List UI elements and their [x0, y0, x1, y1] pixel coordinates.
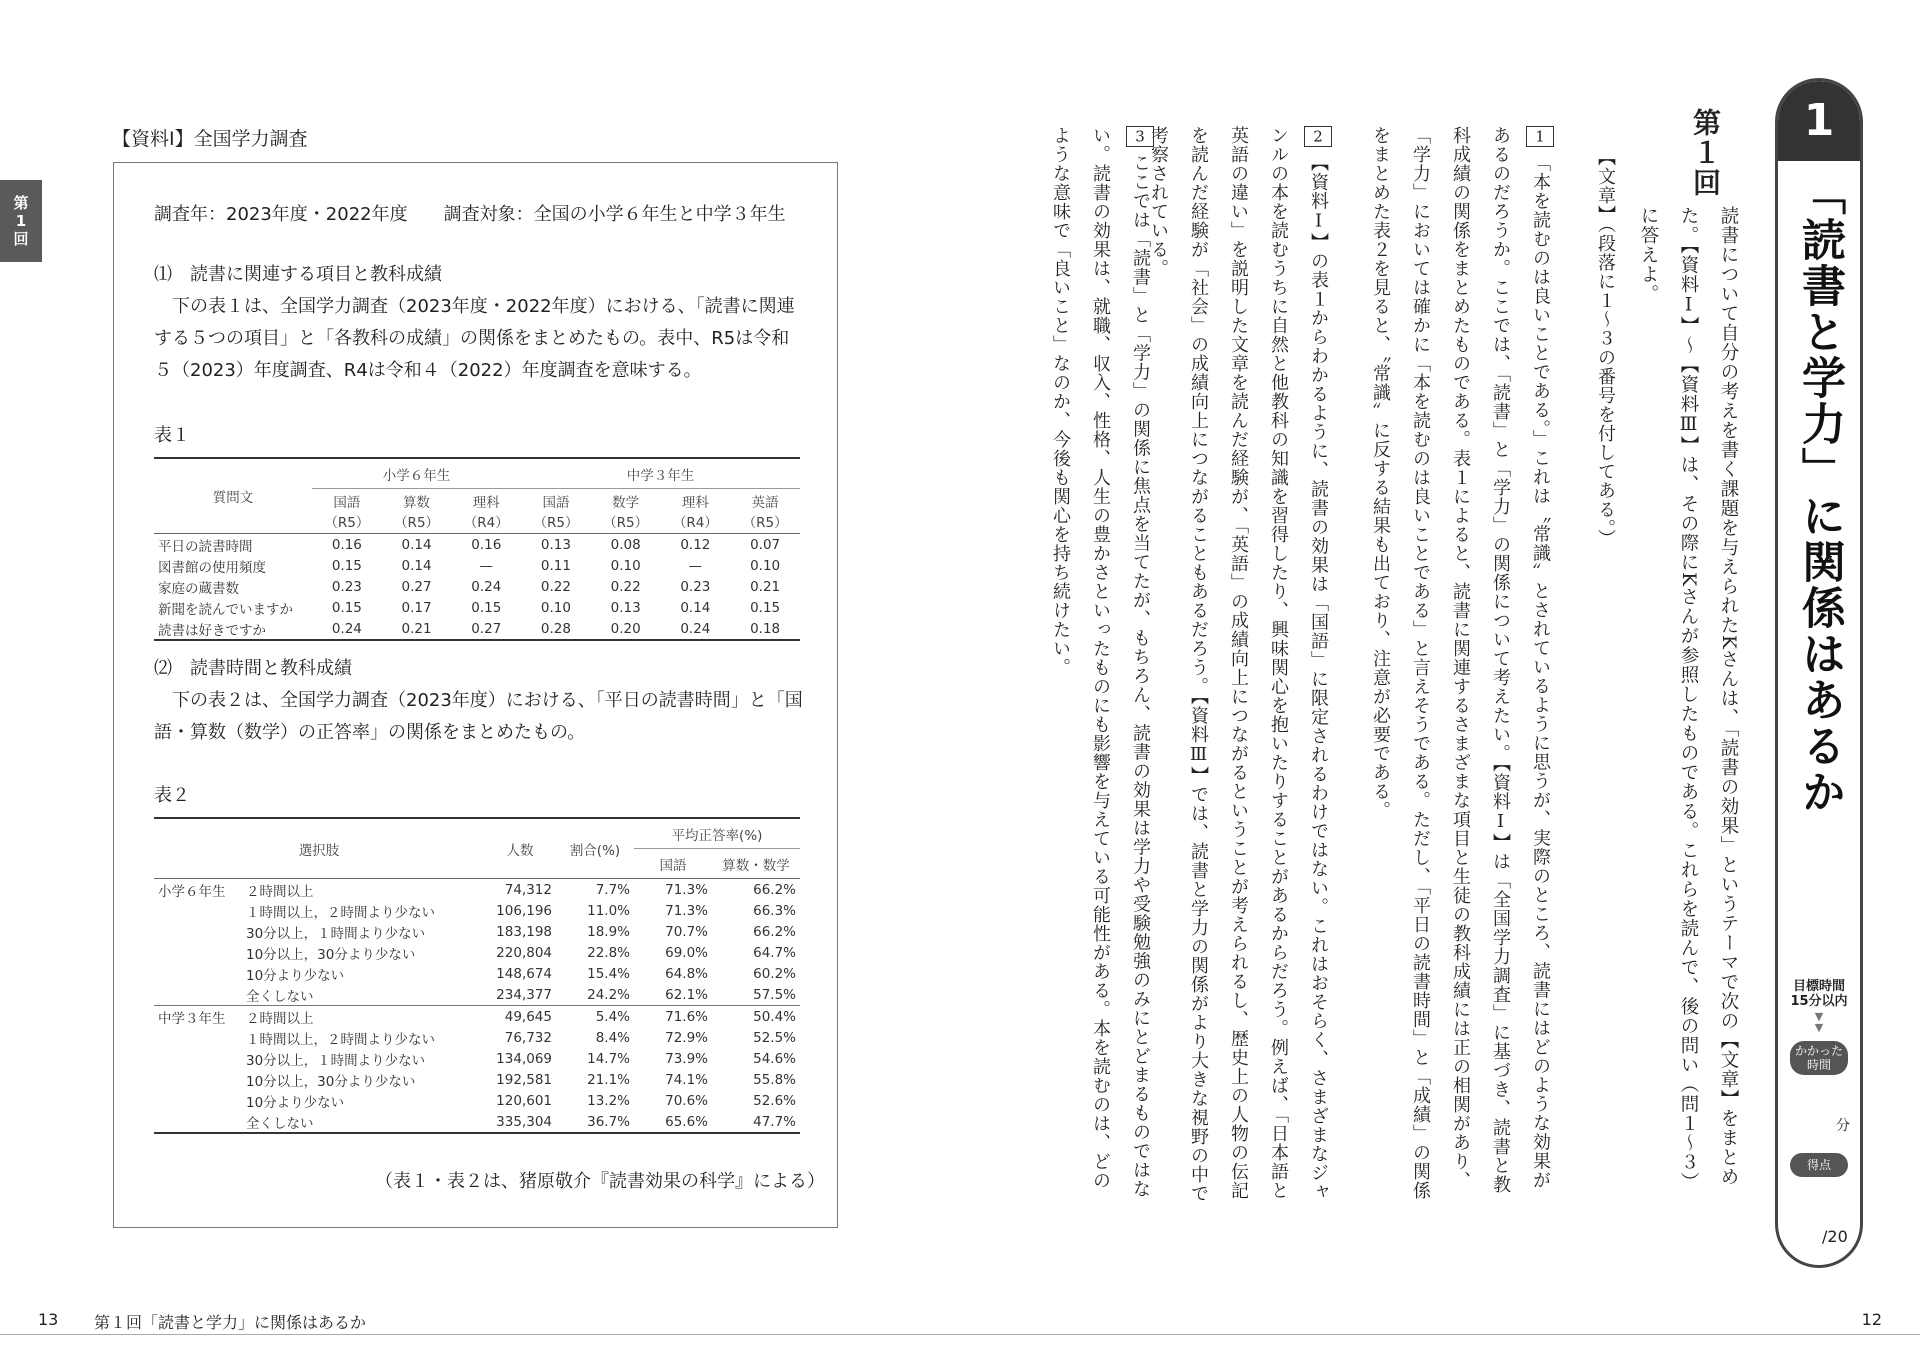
paragraph-number-box: 1 [1526, 126, 1554, 147]
table-cell: 234,377 [496, 986, 552, 1003]
table-cell: 0.07 [750, 536, 781, 553]
table-2-kokugo-header: 国語 [634, 849, 712, 879]
table-2-body [154, 879, 800, 1134]
paragraph-number-box: 3 [1126, 126, 1154, 147]
table-cell: 65.6% [634, 1111, 712, 1133]
table-cell: 64.8% [665, 965, 708, 982]
table-1-caption: 表１ [154, 425, 190, 446]
bunsho-note: 【文章】（段落に１〜３の番号を付してある。） [1595, 148, 1616, 548]
table-1-col-header: 英語（R5） [730, 489, 800, 534]
chapter-tab-char: 1 [15, 212, 27, 230]
table-2-avg-header: 平均正答率(%) [634, 818, 800, 849]
table-cell: 0.23 [680, 578, 711, 595]
table-cell: 0.27 [401, 578, 432, 595]
section-1-title: ⑴ 読書に関連する項目と教科成績 [154, 264, 442, 285]
table-cell: 148,674 [496, 965, 552, 982]
section-2-title: ⑵ 読書時間と教科成績 [154, 658, 352, 679]
side-panel [1775, 78, 1863, 1268]
table-cell: 66.3% [753, 902, 796, 919]
table-cell: 0.24 [661, 618, 731, 640]
choice-cell: 全くしない [242, 1111, 484, 1133]
table-cell: 0.15 [750, 599, 781, 616]
table-cell: 24.2% [587, 986, 630, 1003]
table-cell: 62.1% [665, 986, 708, 1003]
table-cell: 73.9% [665, 1050, 708, 1067]
table-cell: 5.4% [556, 1006, 634, 1028]
table-cell: 0.14 [401, 557, 432, 574]
table-cell: 8.4% [595, 1029, 630, 1046]
table-cell: 21.1% [587, 1071, 630, 1088]
table-cell: 64.7% [753, 944, 796, 961]
side-panel-title: 「読書と学力」に関係はあるか [1794, 171, 1845, 815]
paragraph-3 [1050, 126, 1160, 1206]
paragraph-1 [1330, 126, 1560, 1206]
right-page-number: 12 [1861, 1310, 1882, 1329]
table-row [154, 1090, 800, 1111]
table-cell: 0.10 [540, 599, 571, 616]
table-row [154, 597, 800, 618]
choice-cell: ２時間以上 [246, 883, 314, 900]
material-heading: 【資料Ⅰ】全国学力調査 [112, 128, 308, 150]
table-cell: 0.13 [610, 599, 641, 616]
table-cell: 69.0% [665, 944, 708, 961]
group-label [154, 1069, 242, 1090]
table-cell: 36.7% [556, 1111, 634, 1133]
group-label [154, 900, 242, 921]
table-cell: 335,304 [484, 1111, 556, 1133]
table-cell: 134,069 [496, 1050, 552, 1067]
table-cell: 0.08 [610, 536, 641, 553]
table-cell: 52.5% [753, 1029, 796, 1046]
table-cell: 55.8% [753, 1071, 796, 1088]
table-cell: 0.18 [730, 618, 800, 640]
group-label: 中学３年生 [154, 1006, 242, 1028]
target-time: 目標時間 15分以内 [1790, 979, 1848, 1009]
table-cell: 74,312 [504, 881, 552, 898]
table-cell: 54.6% [753, 1050, 796, 1067]
side-panel-number: 1 [1778, 81, 1860, 161]
table-cell: 74.1% [665, 1071, 708, 1088]
table-cell: 72.9% [665, 1029, 708, 1046]
table-cell: 220,804 [496, 944, 552, 961]
group-label [154, 942, 242, 963]
table-cell: 71.6% [634, 1006, 712, 1028]
row-label: 平日の読書時間 [158, 538, 253, 555]
table-cell: 0.14 [680, 599, 711, 616]
minute-label: 分 [1836, 1118, 1850, 1134]
choice-cell: 10分以上，30分より少ない [246, 1073, 416, 1090]
down-arrows-icon: ▼ ▼ [1814, 1010, 1824, 1034]
table-cell: 0.24 [471, 578, 502, 595]
paragraph-2 [1148, 126, 1338, 1206]
choice-cell: ２時間以上 [242, 1006, 484, 1028]
table-cell: 0.13 [540, 536, 571, 553]
table-cell: — [479, 557, 493, 574]
choice-cell: 10分より少ない [246, 1094, 345, 1111]
chapter-tab-char: 第 [13, 194, 29, 212]
table-row [154, 963, 800, 984]
table-cell: 49,645 [484, 1006, 556, 1028]
table-1-col-header: 国語（R5） [521, 489, 591, 534]
section-2-description: 下の表２は、全国学力調査（2023年度）における、「平日の読書時間」と「国語・算数（数学）の正答率」の関係をまとめたもの。 [154, 690, 803, 743]
table-cell: 0.28 [521, 618, 591, 640]
choice-cell: 10分以上，30分より少ない [246, 946, 416, 963]
group-label [154, 1027, 242, 1048]
table-cell: 71.3% [665, 881, 708, 898]
source-note: （表１・表２は、猪原敬介『読書効果の科学』による） [375, 1171, 825, 1192]
table-cell: 0.15 [471, 599, 502, 616]
table-row [154, 879, 800, 901]
table-cell: 66.2% [753, 881, 796, 898]
table-row [154, 1069, 800, 1090]
section-1-description: 下の表１は、全国学力調査（2023年度・2022年度）における、「読書に関連する５つの項目」と「各教科の成績」の関係をまとめたもの。表中、R5は令和５（2023）年度調査、R4は令和４（2022）年度調査を意味する。 [154, 296, 795, 381]
table-cell: 76,732 [504, 1029, 552, 1046]
table-cell: 0.10 [610, 557, 641, 574]
table-1-col-header: 国語（R5） [312, 489, 382, 534]
paragraph-text: 「本を読むのは良いことである。」これは〝常識〟とされているように思うが、実際のところ、読書にはどのような効果があるのだろうか。ここでは、「読書」と「学力」の関係について考えたい。【資料Ⅰ】は「全国学力調査」に基づき、読書と教科成績の関係をまとめたものである。表１によると、読書に関連するさまざまな項目と生徒の教科成績には正の相関があり、「学力」においては確かに「本を読むのは良いことである」と言えそうである。ただし、「平日の読書時間」と「成績」の関係をまとめた表２を見ると、〝常識〟に反する結果も出ており、注意が必要である。 [1370, 126, 1551, 1200]
table-cell: 13.2% [587, 1092, 630, 1109]
table-row [154, 942, 800, 963]
choice-cell: 10分より少ない [246, 967, 345, 984]
table-row [154, 1006, 800, 1028]
table-cell: 0.15 [331, 557, 362, 574]
table-2-ratio-header: 割合(%) [556, 818, 634, 879]
table-cell: 0.14 [401, 536, 432, 553]
table-row [154, 534, 800, 556]
row-label: 読書は好きですか [154, 618, 312, 640]
table-cell: 0.15 [331, 599, 362, 616]
table-1 [154, 457, 800, 641]
table-2 [154, 817, 800, 1134]
row-label: 図書館の使用頻度 [158, 559, 266, 576]
table-cell: 18.9% [587, 923, 630, 940]
table-cell: 66.2% [753, 923, 796, 940]
left-page-number: 13 [38, 1310, 59, 1329]
round-title: 第１回 [1689, 108, 1722, 198]
left-footer-title: 第１回「読書と学力」に関係はあるか [94, 1313, 367, 1332]
table-cell: 57.5% [753, 986, 796, 1003]
table-row [154, 921, 800, 942]
score-badge: 得点 [1790, 1153, 1848, 1177]
chapter-tab [0, 180, 42, 262]
table-cell: 0.20 [591, 618, 661, 640]
table-1-col-header: 算数（R5） [382, 489, 452, 534]
table-cell: 106,196 [496, 902, 552, 919]
table-row [154, 1027, 800, 1048]
group-label [154, 963, 242, 984]
table-row [154, 1048, 800, 1069]
table-cell: 71.3% [665, 902, 708, 919]
paragraph-text: ここでは「読書」と「学力」の関係に焦点を当てたが、もちろん、読書の効果は学力や受験勉強のみにとどまるものではない。読書の効果は、就職、収入、性格、人生の豊かさといったものにも影響を与えている可能性がある。本を読むのは、どのような意味で「良いこと」なのか、今後も関心を持ち続けたい。 [1050, 126, 1151, 1199]
table-cell: 183,198 [496, 923, 552, 940]
table-cell: 0.16 [331, 536, 362, 553]
table-row [154, 1111, 800, 1133]
table-cell: 70.6% [665, 1092, 708, 1109]
table-row [154, 618, 800, 640]
table-cell: 0.17 [401, 599, 432, 616]
table-cell: 70.7% [665, 923, 708, 940]
table-2-caption: 表２ [154, 785, 190, 806]
table-row [154, 576, 800, 597]
paragraph-text: 【資料Ⅰ】の表１からわかるように、読書の効果は「国語」に限定されるわけではない。これはおそらく、さまざまなジャンルの本を読むうちに自然と他教科の知識を習得したり、興味関心を抱いたりすることがあるからだろう。例えば、「日本語と英語の違い」を説明した文章を読んだ経験が、「英語」の成績向上につながるということが考えられるし、歴史上の人物の伝記を読んだ経験が「社会」の成績向上につながることもあるだろう。【資料Ⅲ】では、読書と学力の関係がより大きな視野の中で考察されている。 [1148, 126, 1329, 1203]
choice-cell: 30分以上，１時間より少ない [246, 925, 426, 942]
survey-line: 調査年：2023年度・2022年度 調査対象：全国の小学６年生と中学３年生 [154, 204, 786, 225]
choice-cell: １時間以上，２時間より少ない [246, 904, 435, 921]
table-cell: 60.2% [753, 965, 796, 982]
right-footer [960, 1310, 1920, 1335]
table-cell: 192,581 [496, 1071, 552, 1088]
table-cell: 47.7% [712, 1111, 800, 1133]
table-row [154, 984, 800, 1006]
table-cell: 50.4% [712, 1006, 800, 1028]
row-label: 家庭の蔵書数 [158, 580, 239, 597]
table-cell: 0.22 [610, 578, 641, 595]
table-row [154, 900, 800, 921]
group-label [154, 984, 242, 1006]
material-box [113, 162, 838, 1228]
table-row [154, 555, 800, 576]
table-cell: 0.22 [540, 578, 571, 595]
table-cell: 120,601 [496, 1092, 552, 1109]
table-cell: 11.0% [587, 902, 630, 919]
table-cell: 0.24 [312, 618, 382, 640]
group-label: 小学６年生 [158, 883, 226, 900]
choice-cell: １時間以上，２時間より少ない [246, 1031, 435, 1048]
table-cell: 0.21 [382, 618, 452, 640]
left-footer [0, 1310, 960, 1335]
table-cell: 0.21 [750, 578, 781, 595]
table-1-col-header: 理科（R4） [451, 489, 521, 534]
table-cell: 52.6% [753, 1092, 796, 1109]
table-cell: 0.12 [680, 536, 711, 553]
table-1-question-header: 質問文 [154, 458, 312, 534]
group-label [154, 1048, 242, 1069]
table-cell: 0.10 [750, 557, 781, 574]
table-1-col-header: 数学（R5） [591, 489, 661, 534]
group-label [154, 921, 242, 942]
group-label [154, 1090, 242, 1111]
table-cell: 0.23 [331, 578, 362, 595]
group-label [154, 1111, 242, 1133]
paragraph-number-box: 2 [1304, 126, 1332, 147]
table-cell: — [688, 557, 703, 574]
table-cell: 22.8% [587, 944, 630, 961]
chapter-tab-char: 回 [13, 230, 29, 248]
table-cell: 7.7% [595, 881, 630, 898]
table-cell: 0.27 [451, 618, 521, 640]
time-taken-badge: かかった 時間 [1790, 1041, 1848, 1075]
table-cell: 0.16 [471, 536, 502, 553]
row-label: 新聞を読んでいますか [158, 601, 293, 618]
choice-cell: 30分以上，１時間より少ない [246, 1052, 426, 1069]
table-2-math-header: 算数・数学 [712, 849, 800, 879]
table-2-choice-header: 選択肢 [154, 818, 484, 879]
score-max: /20 [1822, 1227, 1848, 1246]
instructions-text: 読書について自分の考えを書く課題を与えられたKさんは、「読書の効果」というテーマで次の【文章】をまとめた。【資料Ⅰ】〜【資料Ⅲ】は、その際にKさんが参照したものである。これらを読んで、後の問い（問１〜３）に答えよ。 [1638, 206, 1739, 1192]
table-1-group-header: 中学３年生 [521, 458, 800, 489]
table-cell: 0.11 [540, 557, 571, 574]
table-cell: 15.4% [587, 965, 630, 982]
table-2-people-header: 人数 [484, 818, 556, 879]
table-1-col-header: 理科（R4） [661, 489, 731, 534]
table-1-group-header: 小学６年生 [312, 458, 521, 489]
choice-cell: 全くしない [246, 988, 314, 1005]
table-cell: 14.7% [587, 1050, 630, 1067]
table-1-body [154, 534, 800, 641]
